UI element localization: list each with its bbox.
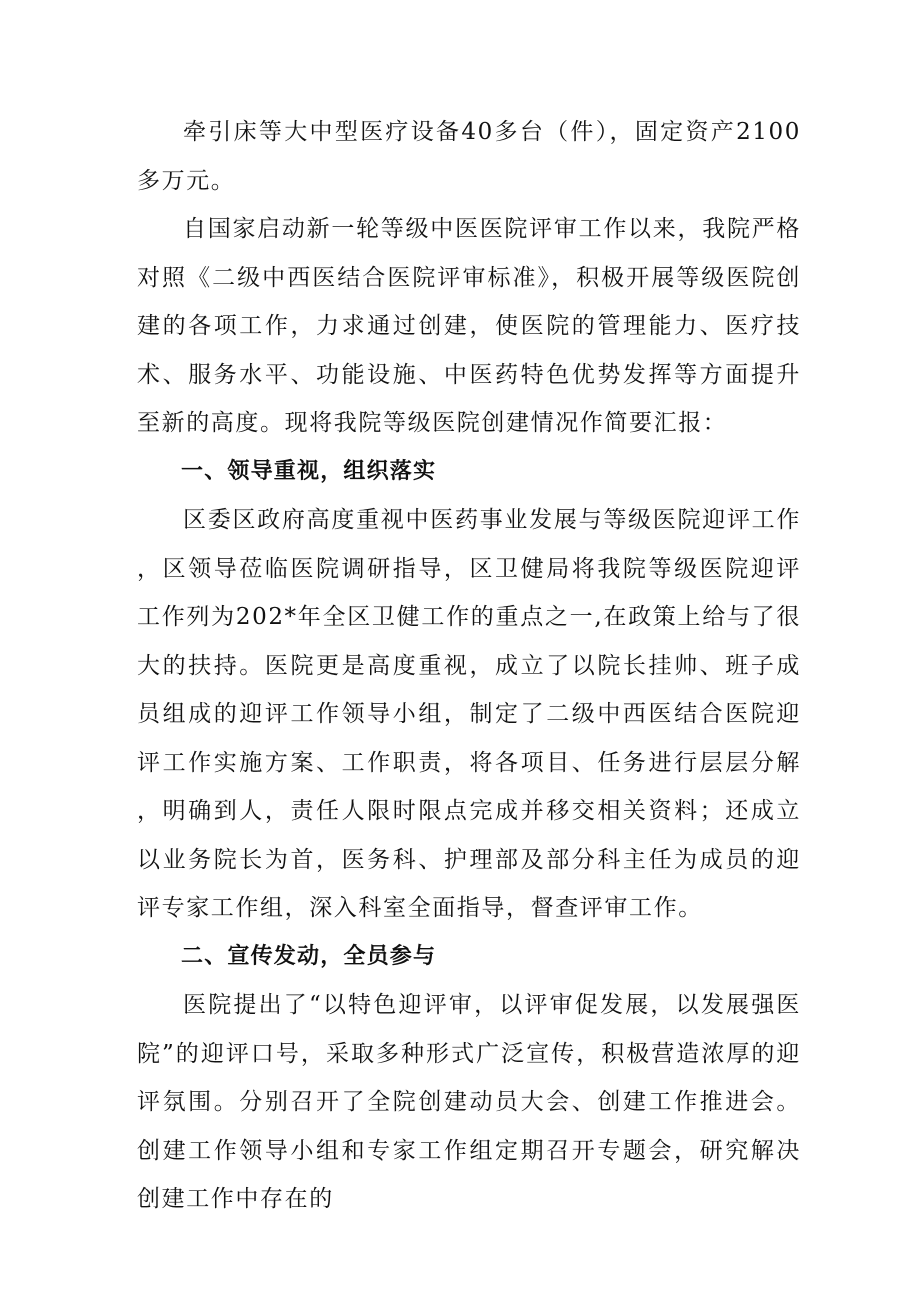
paragraph-publicity: 医院提出了“以特色迎评审，以评审促发展，以发展强医院”的迎评口号，采取多种形式广泛宣传，积极营造浓厚的迎评氛围。分别召开了全院创建动员大会、创建工作推进会。创建工作领导小组和专家工作组定期召开专题会，研究解决创建工作中存在的 bbox=[137, 992, 801, 1212]
paragraph-equipment: 牵引床等大中型医疗设备40多台（件），固定资产2100多万元。 bbox=[137, 119, 801, 194]
paragraph-leadership: 区委区政府高度重视中医药事业发展与等级医院迎评工作，区领导莅临医院调研指导，区卫健局将我院等级医院迎评工作列为202*年全区卫健工作的重点之一,在政策上给与了很大的扶持。医院更是高度重视，成立了以院长挂帅、班子成员组成的迎评工作领导小组，制定了二级中西医结合医院迎评工作实施方案、工作职责，将各项目、任务进行层层分解，明确到人，责任人限时限点完成并移交相关资料；还成立以业务院长为首，医务科、护理部及部分科主任为成员的迎评专家工作组，深入科室全面指导，督查评审工作。 bbox=[137, 507, 801, 921]
document-body bbox=[137, 108, 801, 1224]
section-heading-leadership: 一、领导重视，组织落实 bbox=[181, 458, 437, 484]
paragraph-introduction: 自国家启动新一轮等级中医医院评审工作以来，我院严格对照《二级中西医结合医院评审标准》，积极开展等级医院创建的各项工作，力求通过创建，使医院的管理能力、医疗技术、服务水平、功能设施、中医药特色优势发挥等方面提升至新的高度。现将我院等级医院创建情况作简要汇报： bbox=[137, 216, 801, 436]
section-heading-publicity: 二、宣传发动，全员参与 bbox=[181, 943, 437, 969]
